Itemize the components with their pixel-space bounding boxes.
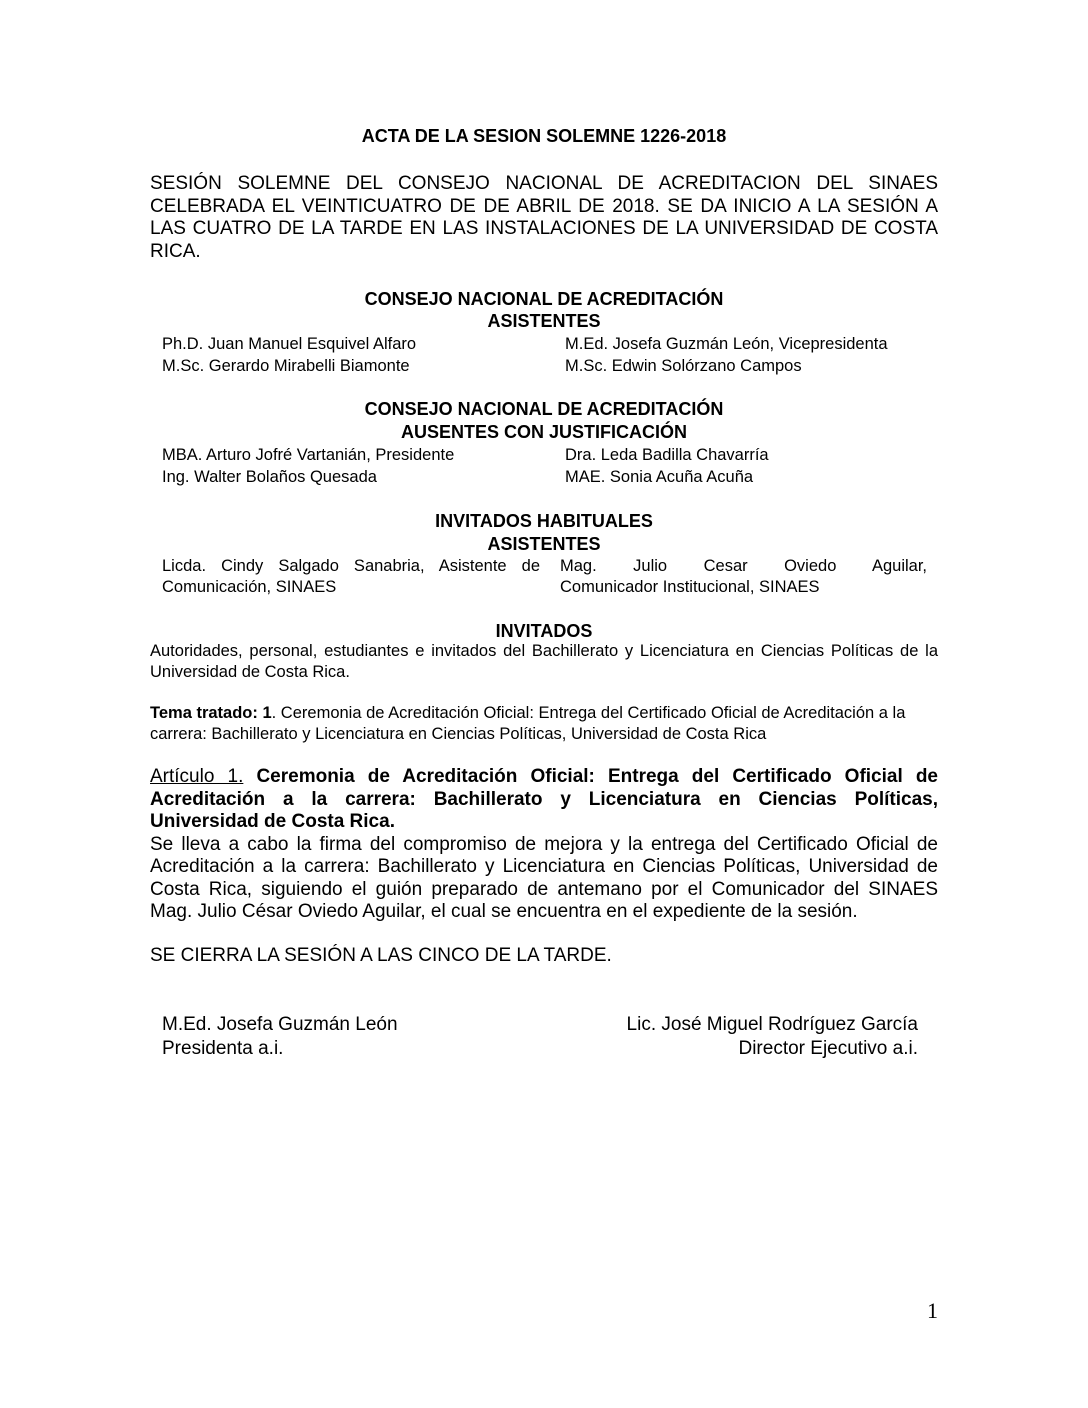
- signature-left-name: M.Ed. Josefa Guzmán León: [162, 1014, 398, 1035]
- section1-attendee: M.Sc. Gerardo Mirabelli Biamonte: [162, 357, 410, 375]
- session-intro: SESIÓN SOLEMNE DEL CONSEJO NACIONAL DE ACREDITACION DEL SINAES CELEBRADA EL VEINTICUATRO DE DE ABRIL DE 2018. SE DA INICIO A LA SESIÓN A LAS CUATRO DE LA TARDE EN LAS INSTALACIONES DE LA UNIVERSIDAD DE COSTA RICA.: [150, 173, 938, 262]
- guest-right-line2: Comunicador Institucional, SINAES: [560, 578, 820, 596]
- tema-text: . Ceremonia de Acreditación Oficial: Entrega del Certificado Oficial de Acreditación a la carrera: Bachillerato y Licenciatura en Ciencias Políticas, Universidad de Costa Rica: [150, 704, 906, 743]
- section2-member: MAE. Sonia Acuña Acuña: [565, 468, 754, 486]
- page-number: 1: [927, 1298, 938, 1323]
- section2-member: MBA. Arturo Jofré Vartanián, Presidente: [162, 446, 455, 464]
- tema-tratado: [150, 703, 938, 745]
- section2-subheading: AUSENTES CON JUSTIFICACIÓN: [400, 422, 688, 442]
- section3-heading: INVITADOS HABITUALES: [435, 511, 653, 531]
- section3-subheading: ASISTENTES: [487, 534, 601, 554]
- guest-left-line2: Comunicación, SINAES: [162, 578, 337, 596]
- section1-attendee: M.Ed. Josefa Guzmán León, Vicepresidenta: [565, 335, 888, 353]
- section2-heading: CONSEJO NACIONAL DE ACREDITACIÓN: [364, 399, 724, 419]
- section1-heading: CONSEJO NACIONAL DE ACREDITACIÓN: [364, 289, 724, 309]
- article-1: [150, 766, 938, 924]
- section1-attendee: M.Sc. Edwin Solórzano Campos: [565, 357, 802, 375]
- signature-right: [627, 1013, 918, 1061]
- document-title: ACTA DE LA SESION SOLEMNE 1226-2018: [361, 126, 727, 146]
- invitados-text: Autoridades, personal, estudiantes e invitados del Bachillerato y Licenciatura en Ciencias Políticas de la Universidad de Costa Rica.: [150, 642, 938, 681]
- section4-heading: INVITADOS: [495, 621, 593, 641]
- signature-right-role: Director Ejecutivo a.i.: [738, 1038, 918, 1059]
- section2-member: Dra. Leda Badilla Chavarría: [565, 446, 769, 464]
- guest-left-line1: Licda. Cindy Salgado Sanabria, Asistente de: [162, 557, 540, 575]
- guest-right: [560, 556, 927, 598]
- tema-label: Tema tratado: 1: [150, 704, 272, 722]
- signature-right-name: Lic. José Miguel Rodríguez García: [626, 1014, 918, 1035]
- signature-left: [162, 1013, 398, 1061]
- signature-left-role: Presidenta a.i.: [162, 1038, 284, 1059]
- section2-member: Ing. Walter Bolaños Quesada: [162, 468, 377, 486]
- section1-subheading: ASISTENTES: [487, 311, 601, 331]
- article-body: Se lleva a cabo la firma del compromiso de mejora y la entrega del Certificado Oficial de Acreditación a la carrera: Bachillerato y Licenciatura en Ciencias Políticas, Universidad de Costa Rica, siguiendo el guión preparado de antemano por el Comunicador del SINAES Mag. Julio César Oviedo Aguilar, el cual se encuentra en el expediente de la sesión.: [150, 833, 938, 922]
- article-number: Artículo 1.: [150, 766, 244, 787]
- guest-left: [162, 556, 540, 598]
- guest-right-line1: Mag. Julio Cesar Oviedo Aguilar,: [560, 557, 927, 575]
- section1-attendee: Ph.D. Juan Manuel Esquivel Alfaro: [162, 335, 417, 353]
- closing-statement: SE CIERRA LA SESIÓN A LAS CINCO DE LA TARDE.: [150, 945, 612, 966]
- article-title: Ceremonia de Acreditación Oficial: Entrega del Certificado Oficial de Acreditación a la carrera: Bachillerato y Licenciatura en Ciencias Políticas, Universidad de Costa Rica.: [150, 766, 938, 832]
